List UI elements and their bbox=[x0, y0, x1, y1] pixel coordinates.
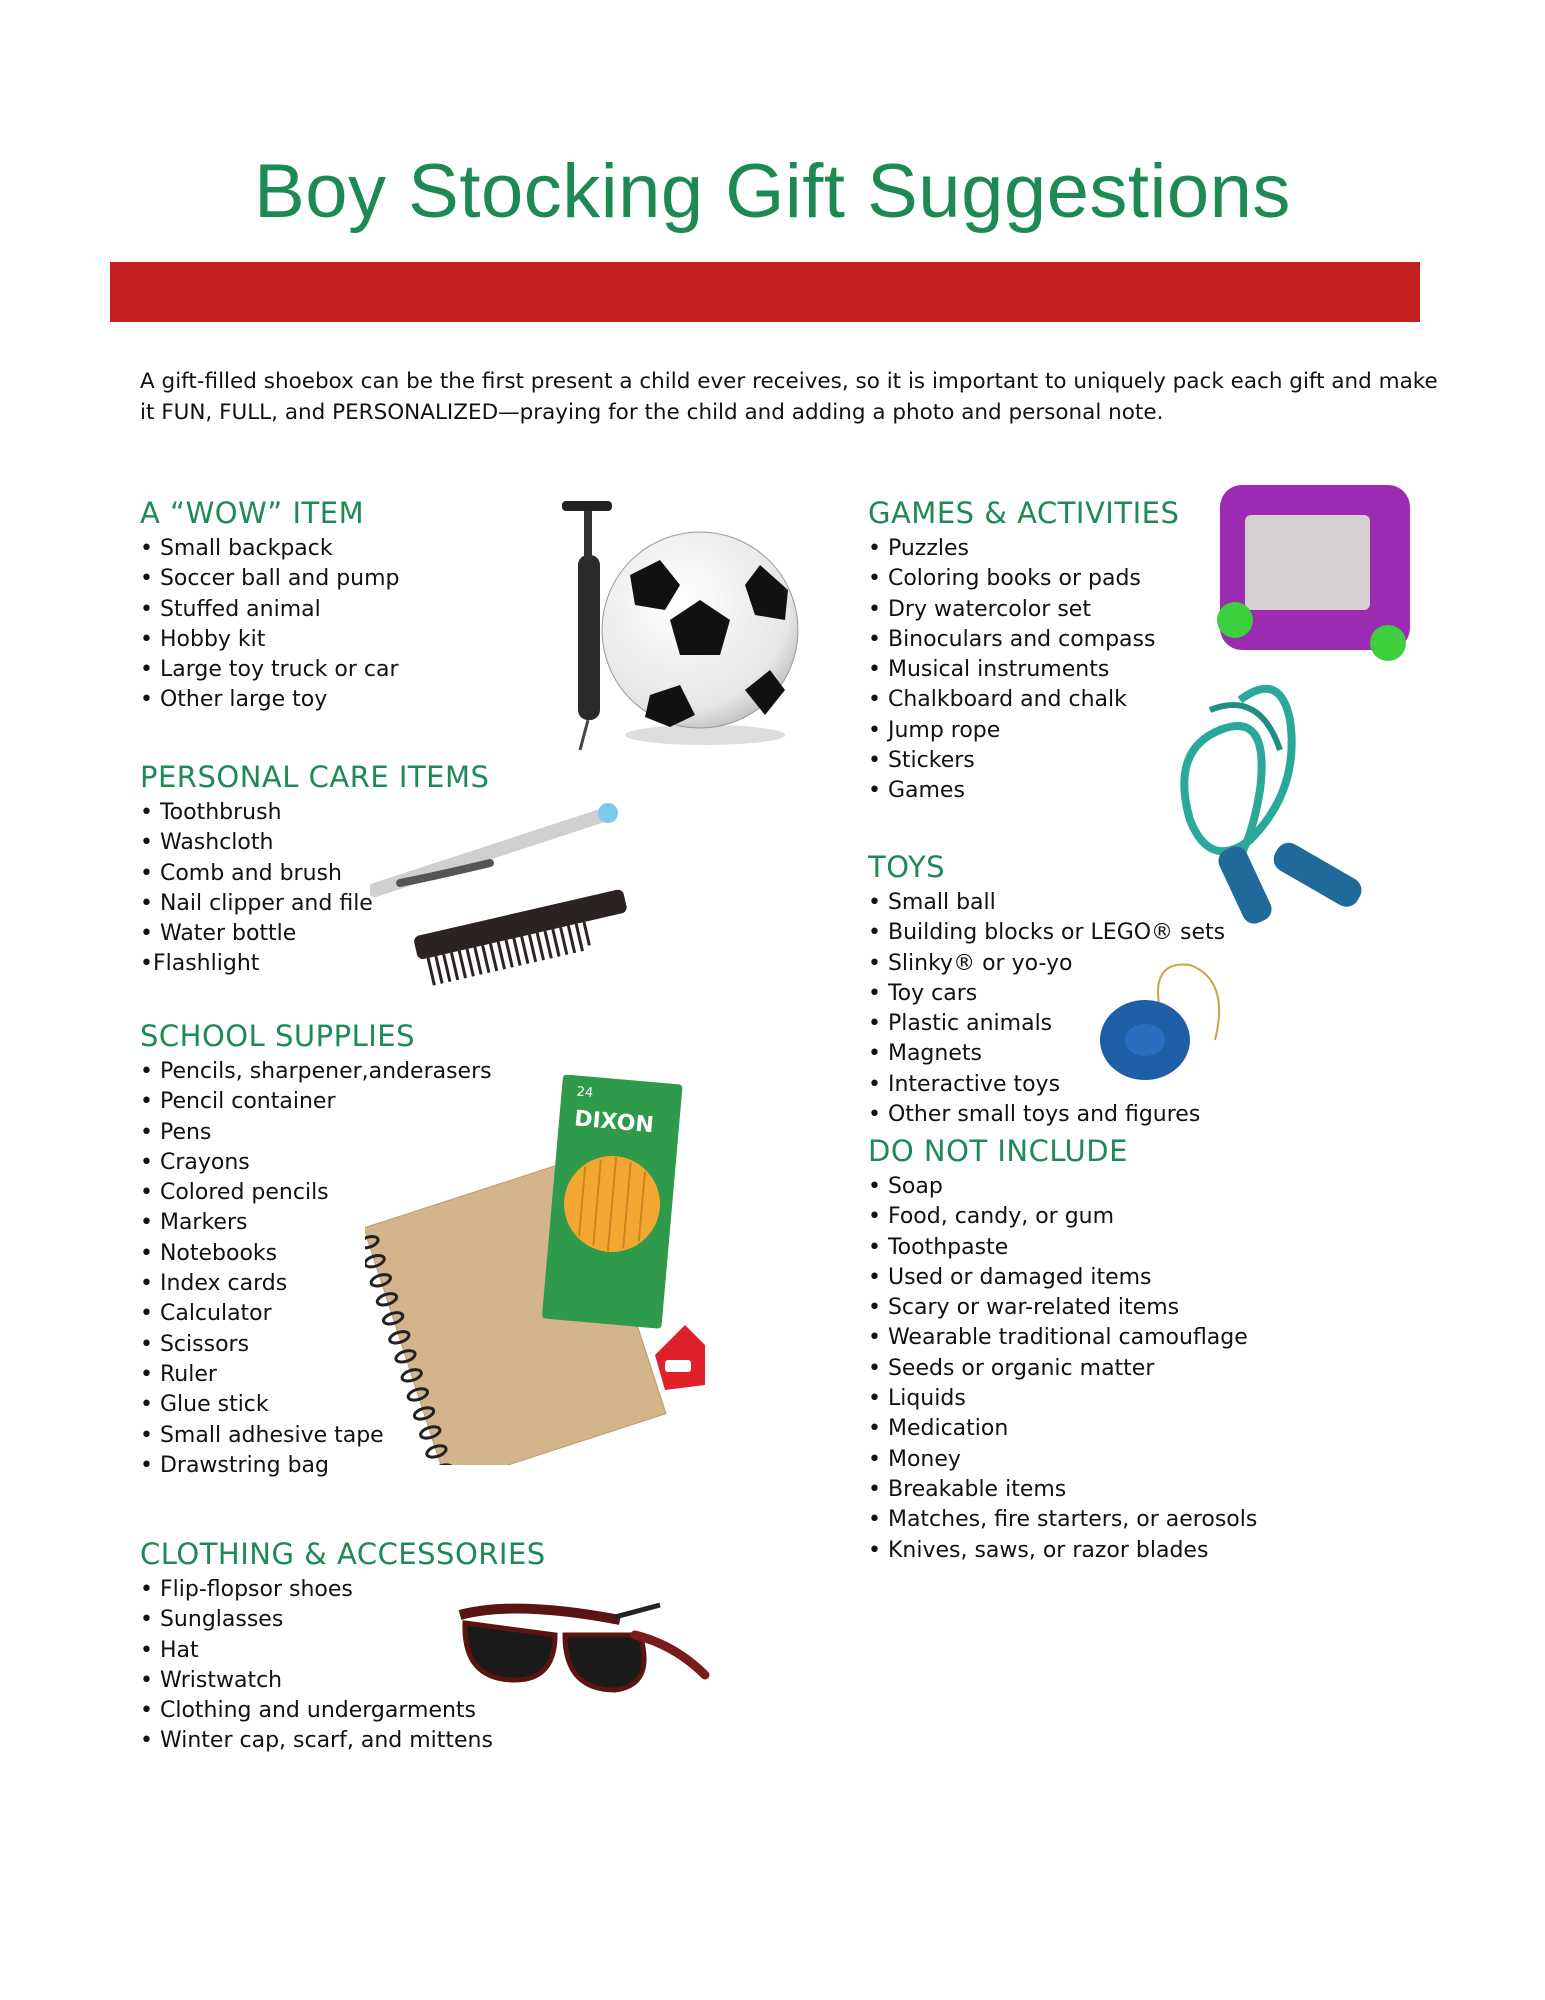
item-list bbox=[140, 534, 400, 716]
list-item: • Glue stick bbox=[140, 1392, 269, 1418]
list-item: • Breakable items bbox=[868, 1476, 1067, 1502]
list-item: • Scissors bbox=[140, 1331, 250, 1357]
section-heading: SCHOOL SUPPLIES bbox=[140, 1019, 416, 1053]
list-item: • Seeds or organic matter bbox=[868, 1355, 1155, 1381]
list-item: • Ruler bbox=[140, 1361, 217, 1387]
list-item: • Musical instruments bbox=[868, 657, 1110, 683]
list-item: • Wearable traditional camouflage bbox=[868, 1325, 1248, 1351]
soccer-ball-and-pump-image bbox=[530, 495, 810, 755]
list-item: • Flip-flopsor shoes bbox=[140, 1577, 353, 1602]
list-item: • Money bbox=[868, 1446, 961, 1472]
list-item: • Soap bbox=[868, 1174, 943, 1199]
pencil-brand-label: DIXON bbox=[573, 1106, 655, 1139]
notebook-pencils-sharpener-image bbox=[365, 1075, 725, 1465]
list-item: • Other small toys and figures bbox=[868, 1102, 1201, 1128]
list-item: • Soccer ball and pump bbox=[140, 566, 400, 592]
list-item: • Games bbox=[868, 778, 965, 804]
item-list bbox=[868, 534, 1179, 807]
list-item: • Coloring books or pads bbox=[868, 566, 1141, 592]
etch-a-sketch-image bbox=[1210, 480, 1420, 675]
list-item: • Stuffed animal bbox=[140, 596, 321, 622]
list-item: • Binoculars and compass bbox=[868, 626, 1156, 652]
yo-yo-image bbox=[1090, 950, 1230, 1090]
toothbrush-and-comb-image bbox=[370, 795, 640, 995]
section-heading: PERSONAL CARE ITEMS bbox=[140, 760, 490, 794]
list-item: • Nail clipper and file bbox=[140, 890, 373, 916]
section-heading: A “WOW” ITEM bbox=[140, 496, 365, 530]
page-title: Boy Stocking Gift Suggestions bbox=[254, 149, 1291, 234]
section-do-not-include bbox=[868, 1134, 1257, 1566]
list-item: • Crayons bbox=[140, 1149, 250, 1175]
section-heading: CLOTHING & ACCESSORIES bbox=[140, 1537, 546, 1571]
jump-rope-image bbox=[1170, 670, 1390, 950]
list-item: • Small adhesive tape bbox=[140, 1422, 384, 1448]
list-item: • Dry watercolor set bbox=[868, 596, 1091, 622]
item-list bbox=[868, 1172, 1257, 1566]
list-item: • Toy cars bbox=[868, 980, 978, 1006]
list-item: • Small ball bbox=[868, 890, 996, 915]
list-item: • Other large toy bbox=[140, 687, 328, 713]
list-item: • Toothpaste bbox=[868, 1234, 1009, 1260]
section-games bbox=[868, 496, 1179, 807]
sunglasses-image bbox=[455, 1595, 715, 1725]
section-wow bbox=[140, 496, 400, 716]
list-item: • Winter cap, scarf, and mittens bbox=[140, 1728, 493, 1754]
list-item: • Magnets bbox=[868, 1041, 982, 1067]
section-heading: GAMES & ACTIVITIES bbox=[868, 496, 1180, 530]
list-item: • Large toy truck or car bbox=[140, 657, 399, 683]
list-item: • Small backpack bbox=[140, 536, 333, 561]
list-item: • Calculator bbox=[140, 1301, 272, 1327]
list-item: • Chalkboard and chalk bbox=[868, 687, 1127, 713]
list-item: • Liquids bbox=[868, 1386, 966, 1412]
list-item: • Plastic animals bbox=[868, 1011, 1053, 1037]
list-item: • Toothbrush bbox=[140, 800, 282, 825]
section-heading: TOYS bbox=[868, 850, 946, 884]
list-item: • Comb and brush bbox=[140, 860, 342, 886]
list-item: • Matches, fire starters, or aerosols bbox=[868, 1507, 1258, 1533]
list-item: • Pencil container bbox=[140, 1089, 336, 1115]
section-heading: DO NOT INCLUDE bbox=[868, 1134, 1128, 1168]
list-item: • Index cards bbox=[140, 1271, 288, 1297]
list-item: • Jump rope bbox=[868, 717, 1001, 743]
list-item: • Used or damaged items bbox=[868, 1264, 1152, 1290]
list-item: • Clothing and undergarments bbox=[140, 1698, 477, 1724]
list-item: • Drawstring bag bbox=[140, 1452, 329, 1478]
red-banner bbox=[110, 262, 1420, 322]
list-item: • Pencils, sharpener,anderasers bbox=[140, 1059, 492, 1084]
list-item: • Scary or war-related items bbox=[868, 1295, 1180, 1321]
list-item: • Hat bbox=[140, 1637, 199, 1663]
list-item: • Food, candy, or gum bbox=[868, 1204, 1115, 1230]
list-item: • Wristwatch bbox=[140, 1667, 283, 1693]
list-item: • Interactive toys bbox=[868, 1071, 1061, 1097]
pencil-count-label: 24 bbox=[575, 1084, 594, 1101]
list-item: • Building blocks or LEGO® sets bbox=[868, 920, 1226, 946]
list-item: • Sunglasses bbox=[140, 1607, 284, 1633]
list-item: •Flashlight bbox=[140, 951, 260, 977]
list-item: • Washcloth bbox=[140, 830, 274, 856]
intro-paragraph: A gift-filled shoebox can be the first present a child ever receives, so it is important to uniquely pack each gift and make it FUN, FULL, and PERSONALIZED—praying for the child and adding a photo and personal note. bbox=[140, 369, 1438, 425]
list-item: • Stickers bbox=[868, 748, 975, 774]
list-item: • Knives, saws, or razor blades bbox=[868, 1537, 1209, 1563]
list-item: • Medication bbox=[868, 1416, 1009, 1442]
list-item: • Colored pencils bbox=[140, 1180, 329, 1206]
list-item: • Puzzles bbox=[868, 536, 969, 561]
list-item: • Notebooks bbox=[140, 1240, 278, 1266]
list-item: • Pens bbox=[140, 1119, 212, 1145]
list-item: • Slinky® or yo-yo bbox=[868, 950, 1073, 976]
list-item: • Markers bbox=[140, 1210, 248, 1236]
list-item: • Hobby kit bbox=[140, 626, 266, 652]
list-item: • Water bottle bbox=[140, 921, 297, 947]
